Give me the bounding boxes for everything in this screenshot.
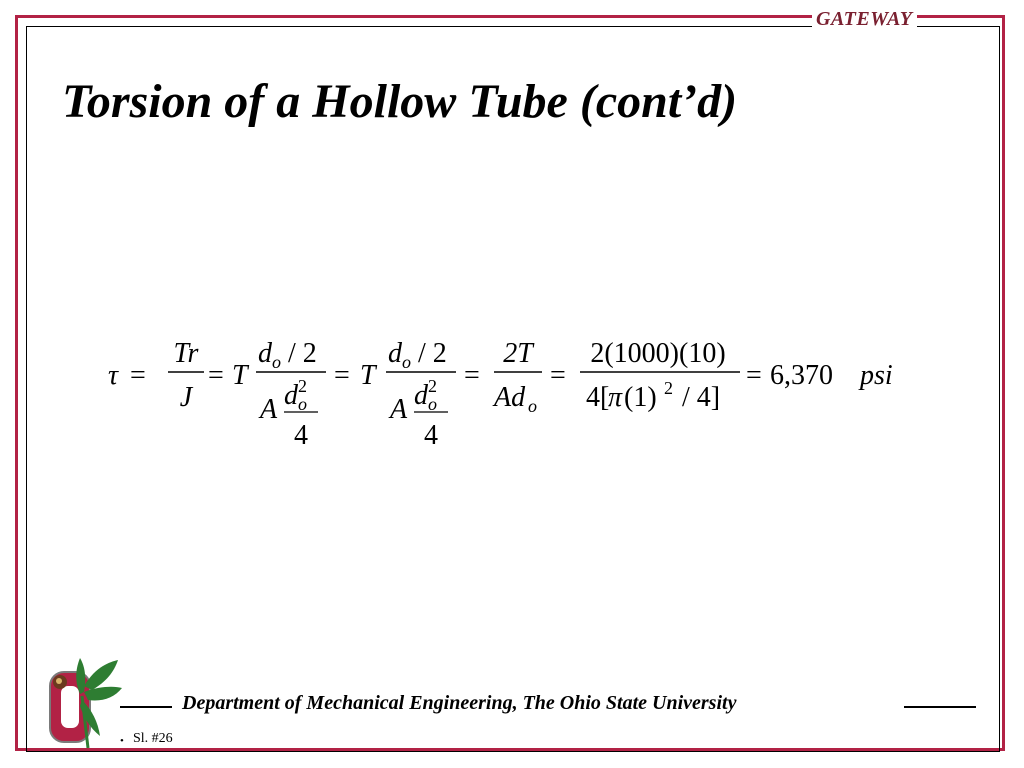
ohio-state-logo-icon [44,656,124,750]
eq-frac2-A: A [260,394,278,425]
eq-frac3-four: 4 [424,420,438,451]
eq-frac5-sq: 2 [664,378,673,398]
eq-frac2-four: 4 [294,420,308,451]
eq-frac3-A: A [390,394,408,425]
eq-frac5-den-b: (1) [624,382,657,413]
eq-equals-2: = [208,360,224,391]
eq-frac3-sq: 2 [428,376,437,396]
eq-frac2-slash: / 2 [288,338,317,369]
slide-title: Torsion of a Hollow Tube (cont’d) [62,75,738,128]
eq-equals-1: = [130,360,146,391]
eq-T-1: T [232,360,248,391]
eq-frac5-den-c: / 4] [682,382,721,413]
eq-frac2-d: d [258,338,272,369]
eq-frac4-den: Ad [494,382,526,413]
eq-frac2-d2: d [284,380,298,411]
eq-frac2-sq: 2 [298,376,307,396]
eq-frac5-num: 2(1000)(10) [590,338,726,369]
eq-unit: psi [860,360,893,391]
gateway-brand: GATEWAY [812,8,917,31]
eq-frac5-den-a: 4[ [586,382,610,413]
eq-result: 6,370 [770,360,833,391]
eq-tau: τ [108,360,119,391]
eq-frac2-sub2: o [298,394,307,414]
eq-equals-4: = [464,360,480,391]
eq-equals-5: = [550,360,566,391]
footer-rule-left [120,706,172,708]
eq-frac3-d: d [388,338,402,369]
eq-T-2: T [360,360,376,391]
eq-frac2-sub: o [272,352,281,372]
eq-frac1-den: J [179,382,193,413]
eq-frac1-num: Tr [173,338,199,369]
torsion-equation [108,332,928,452]
eq-frac4-sub: o [528,396,537,416]
eq-frac3-slash: / 2 [418,338,447,369]
eq-equals-3: = [334,360,350,391]
eq-equals-6: = [746,360,762,391]
department-footer: Department of Mechanical Engineering, The Ohio State University [182,692,737,714]
footer-bullet: • [120,735,124,747]
eq-frac3-d2: d [414,380,428,411]
eq-frac4-num: 2T [503,338,533,369]
eq-frac5-pi: π [608,382,623,413]
eq-frac3-sub2: o [428,394,437,414]
footer-rule-right [904,706,976,708]
eq-frac3-sub: o [402,352,411,372]
slide-number: Sl. #26 [133,731,173,746]
